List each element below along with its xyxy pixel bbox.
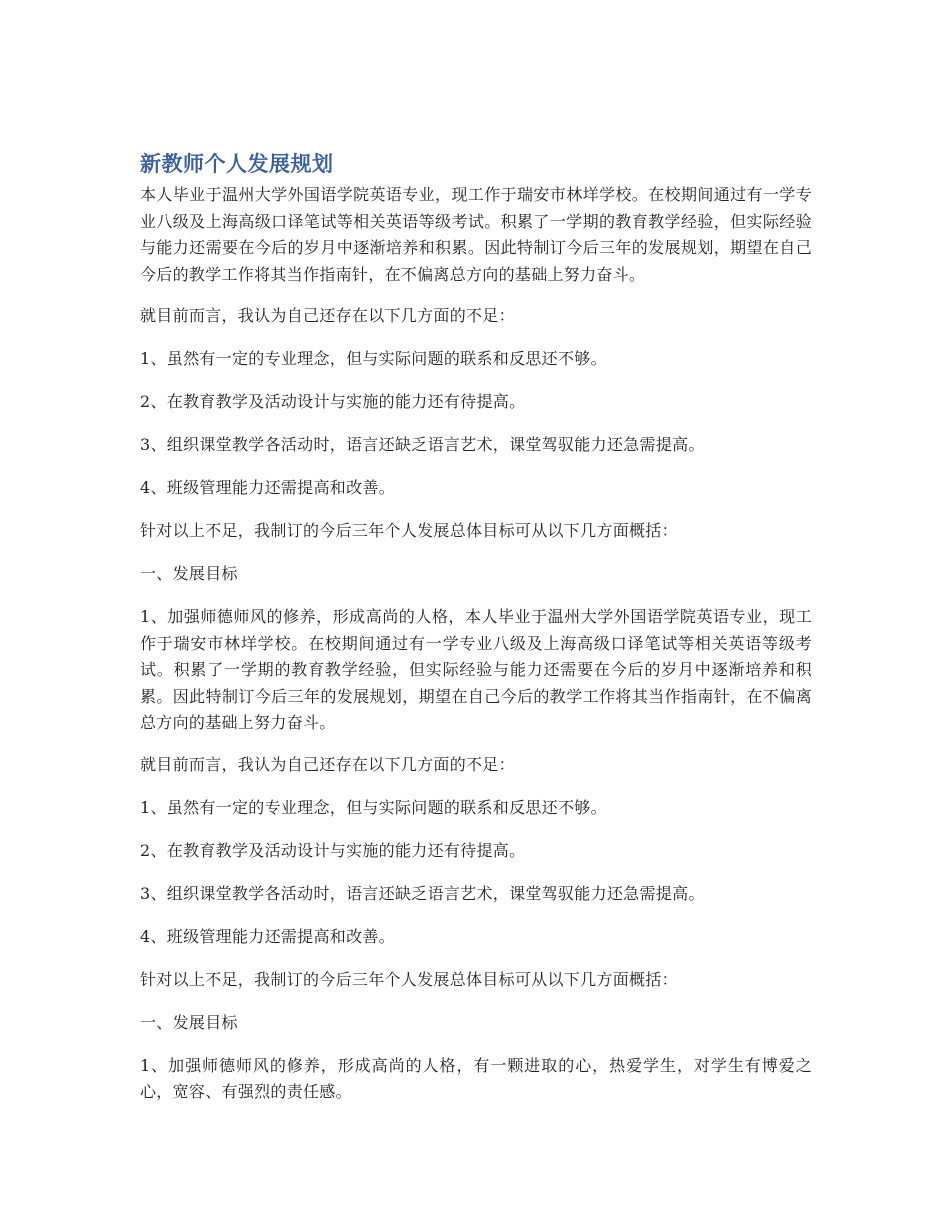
shortcomings-intro-repeat: 就目前而言，我认为自己还存在以下几方面的不足： [140, 754, 515, 774]
shortcoming-item-4: 4、班级管理能力还需提高和改善。 [140, 478, 395, 497]
shortcoming-item-2-repeat: 2、在教育教学及活动设计与实施的能力还有待提高。 [140, 840, 526, 860]
document-page [140, 146, 812, 1121]
shortcoming-item-1-repeat: 1、虽然有一定的专业理念，但与实际问题的联系和反思还不够。 [140, 797, 607, 817]
goal-item-1: 1、加强师德师风的修养，形成高尚的人格，有一颗进取的心，热爱学生，对学生有博爱之心，宽容、有强烈的责任感。 [140, 1055, 812, 1101]
section-heading-goals: 一、发展目标 [140, 564, 238, 583]
document-title: 新教师个人发展规划 [140, 152, 334, 176]
goal-item-1-long: 1、加强师德师风的修养，形成高尚的人格，本人毕业于温州大学外国语学院英语专业，现工作于瑞安市林垟学校。在校期间通过有一学专业八级及上海高级口译笔试等相关英语等级考试。积累了一学期的教育教学经验，但实际经验与能力还需要在今后的岁月中逐渐培养和积累。因此特制订今后三年的发展规划，期望在自己今后的教学工作将其当作指南针，在不偏离总方向的基础上努力奋斗。 [140, 607, 812, 732]
shortcoming-item-3-repeat: 3、组织课堂教学各活动时，语言还缺乏语言艺术，课堂驾驭能力还急需提高。 [140, 883, 705, 903]
section-heading-goals-repeat: 一、发展目标 [140, 1012, 238, 1032]
shortcoming-item-1: 1、虽然有一定的专业理念，但与实际问题的联系和反思还不够。 [140, 349, 607, 368]
goals-intro: 针对以上不足，我制订的今后三年个人发展总体目标可从以下几方面概括： [140, 521, 678, 540]
shortcoming-item-3: 3、组织课堂教学各活动时，语言还缺乏语言艺术，课堂驾驭能力还急需提高。 [140, 435, 705, 454]
shortcoming-item-2: 2、在教育教学及活动设计与实施的能力还有待提高。 [140, 392, 526, 411]
shortcomings-intro: 就目前而言，我认为自己还存在以下几方面的不足： [140, 306, 515, 325]
goals-intro-repeat: 针对以上不足，我制订的今后三年个人发展总体目标可从以下几方面概括： [140, 969, 678, 989]
intro-paragraph: 本人毕业于温州大学外国语学院英语专业，现工作于瑞安市林垟学校。在校期间通过有一学专业八级及上海高级口译笔试等相关英语等级考试。积累了一学期的教育教学经验，但实际经验与能力还需要在今后的岁月中逐渐培养和积累。因此特制订今后三年的发展规划，期望在自己今后的教学工作将其当作指南针，在不偏离总方向的基础上努力奋斗。 [140, 185, 812, 284]
shortcoming-item-4-repeat: 4、班级管理能力还需提高和改善。 [140, 926, 395, 946]
